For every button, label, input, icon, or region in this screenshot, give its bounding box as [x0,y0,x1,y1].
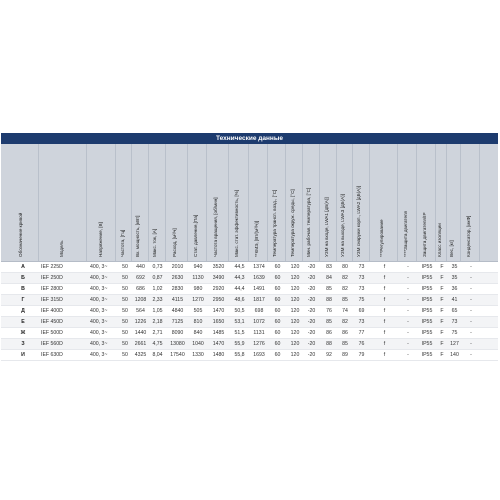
table-cell: 2661 [134,341,147,347]
table-cell: F [440,264,444,270]
table-cell: 79 [358,352,365,358]
table-cell: 1639 [253,275,265,281]
table-cell: 400, 3~ [90,275,108,281]
table-cell: 8090 [171,330,184,336]
column-header-label: ****Защита двигателя [402,210,408,257]
table-cell: 4115 [171,297,184,303]
table-cell: 1817 [253,297,265,303]
table-cell: F [440,330,444,336]
table-cell: Б [21,275,25,281]
column-header-label: УЗМ снаружи корп., LWA2 [дБ(А)] [356,186,361,257]
table-cell: f [383,330,386,336]
table-cell: 1650 [212,319,225,325]
table-cell: 2010 [171,264,184,270]
table-cell: 120 [290,297,300,303]
table-cell: F [440,319,444,325]
table-cell: 50 [122,308,128,314]
table-cell: 88 [326,341,332,347]
column-header [353,144,370,261]
table-cell: -20 [307,297,316,303]
table-cell: 120 [290,286,300,292]
table-cell: 82 [342,275,348,281]
table-cell: 2830 [171,286,184,292]
table-cell: 73 [358,275,365,281]
column-header-label: УЗМ на входе, LWA1 [дБ(А)] [323,197,329,257]
technical-data-table [1,133,498,361]
table-cell: Г [21,297,25,303]
table-cell: 400, 3~ [90,286,108,292]
table-cell: 4840 [171,308,184,314]
table-row [1,284,498,295]
column-header [250,144,268,261]
table-cell: - [407,341,409,347]
table-cell: 1226 [134,319,147,325]
column-header [321,144,337,261]
table-cell: Д [21,308,25,314]
table-cell: - [470,297,472,303]
table-cell: f [383,341,386,347]
table-cell: 60 [274,330,281,336]
table-cell: F [440,308,444,314]
table-cell: 1374 [253,264,265,270]
table-cell: IEF 500D [41,330,63,336]
table-cell: 8,04 [152,352,163,358]
table-cell: 13080 [170,341,185,347]
table-cell: 120 [290,341,300,347]
table-cell: 0,73 [152,264,163,270]
table-row [1,273,498,284]
table-cell: 840 [193,330,203,336]
table-cell: 120 [290,275,300,281]
table-cell: 35 [451,275,458,281]
table-cell: З [21,341,25,347]
table-cell: - [407,264,409,270]
table-cell: 0,87 [152,275,163,281]
column-header [303,144,320,261]
table-cell: 75 [358,297,365,303]
table-cell: 73 [451,319,458,325]
table-cell: - [407,319,409,325]
column-header-label: Температура окруж. среды, [°С] [289,189,295,257]
table-cell: 83 [326,264,332,270]
column-header [269,144,286,261]
table-cell: 505 [193,308,203,314]
column-header [399,144,417,261]
table-cell: 44,3 [234,275,245,281]
table-cell: 120 [290,330,300,336]
table-cell: F [440,352,444,358]
table-cell: IP55 [421,264,433,270]
table-cell: 65 [451,308,458,314]
table-cell: - [470,286,472,292]
table-cell: 1470 [212,308,225,314]
table-cell: 1480 [212,352,225,358]
table-cell: 75 [451,330,458,336]
table-cell: 89 [342,352,348,358]
table-cell: 50 [122,341,128,347]
table-cell: 60 [274,352,281,358]
table-cell: 120 [290,319,300,325]
table-cell: 1270 [192,297,204,303]
table-cell: - [470,352,472,358]
table-cell: IEF 400D [41,308,63,314]
table-cell: IP55 [421,275,433,281]
table-cell: 50 [122,319,128,325]
column-header [90,144,116,261]
table-cell: И [21,352,25,358]
column-header-label: ***Регулирование [379,219,384,257]
table-cell: Е [21,319,25,325]
table-cell: 73 [358,319,365,325]
table-cell: - [470,341,472,347]
table-cell: IEF 450D [41,319,63,325]
column-header-label: **КМЭ, [Вт/(м³/ч)] [253,220,259,257]
table-cell: 400, 3~ [90,319,108,325]
column-header-label: Защита двигателя/IP [421,212,427,257]
table-cell: Ж [20,330,26,336]
table-cell: 60 [274,341,281,347]
table-cell: 810 [193,319,203,325]
column-header-label: Расход, [м³/ч] [172,228,177,257]
table-cell: - [470,275,472,281]
table-cell: 4325 [134,352,147,358]
table-row [1,295,498,306]
table-cell: 1485 [212,330,225,336]
table-cell: - [470,330,472,336]
column-header [118,144,132,261]
table-cell: 77 [358,330,365,336]
table-cell: 50 [122,330,128,336]
column-header [337,144,353,261]
table-cell: f [383,297,386,303]
column-header-label: Частота вращения, [об/мин] [213,197,218,257]
table-cell: IEF 250D [41,275,63,281]
table-cell: 1440 [134,330,147,336]
table-cell: 73 [358,286,365,292]
table-cell: 35 [451,264,458,270]
table-cell: 50 [122,286,128,292]
table-cell: 80 [342,264,348,270]
table-cell: f [383,264,386,270]
table-cell: -20 [307,319,316,325]
column-header [437,144,447,261]
table-cell: 564 [136,308,145,314]
table-cell: 55,9 [234,341,245,347]
table-row [1,317,498,328]
table-cell: 1491 [253,286,265,292]
table-cell: - [407,352,409,358]
table-cell: 127 [450,341,459,347]
table-cell: 88 [326,297,332,303]
table-cell: 7125 [171,319,184,325]
column-header-label: Стат. давление,[Па] [192,214,198,257]
table-cell: 2630 [171,275,184,281]
table-cell: 2,71 [152,330,163,336]
table-cell: 85 [342,341,348,347]
table-cell: IP55 [421,352,433,358]
table-cell: 92 [326,352,332,358]
table-cell: 1693 [253,352,265,358]
table-cell: 440 [136,264,145,270]
table-cell: 82 [342,319,348,325]
table-cell: -20 [307,330,316,336]
table-cell: 50 [122,297,128,303]
table-cell: 120 [290,264,300,270]
column-header [149,144,166,261]
table-cell: 940 [193,264,203,270]
table-cell: -20 [307,286,316,292]
table-cell: -20 [307,341,316,347]
column-header-label: УЗМ на выходе, LWA3 [дБ(А)] [339,194,345,257]
table-cell: 51,5 [234,330,245,336]
table-cell: f [383,308,386,314]
column-header-label: Напряжение, [В] [97,222,103,257]
table-cell: 980 [193,286,203,292]
table-cell: 17540 [170,352,185,358]
table-cell: IEF 560D [41,341,63,347]
table-cell: 86 [326,330,332,336]
table-cell: 400, 3~ [90,341,108,347]
table-cell: IP55 [421,308,433,314]
column-header [448,144,461,261]
table-cell: 60 [274,319,281,325]
table-cell: 400, 3~ [90,308,108,314]
table-cell: 85 [342,297,348,303]
column-header-label: Класс изоляции [436,223,442,257]
column-header-label: Температура трансп. возд., [°С] [272,189,277,257]
table-cell: А [21,264,25,270]
table-cell: F [440,341,444,347]
header-row [1,144,498,262]
table-cell: 74 [342,308,348,314]
table-cell: 50 [122,352,128,358]
table-cell: 400, 3~ [90,264,108,270]
table-cell: 48,6 [234,297,245,303]
table-cell: 2,33 [152,297,163,303]
table-cell: - [470,319,472,325]
table-cell: -20 [307,308,316,314]
table-cell: 85 [326,286,332,292]
table-cell: 82 [342,286,348,292]
table-cell: - [470,264,472,270]
column-header [287,144,303,261]
table-cell: 120 [290,352,300,358]
table-cell: 76 [326,308,332,314]
table-cell: 1470 [212,341,225,347]
column-header [371,144,398,261]
table-cell: - [407,330,409,336]
table-cell: 1330 [192,352,204,358]
table-cell: IP55 [421,319,433,325]
table-cell: 50 [122,275,128,281]
table-cell: 692 [136,275,145,281]
column-header [167,144,188,261]
table-cell: 3490 [212,275,225,281]
table-row [1,350,498,361]
table-cell: 55,8 [234,352,245,358]
table-cell: - [407,275,409,281]
table-cell: 1040 [192,341,204,347]
table-cell: F [440,275,444,281]
table-cell: 44,4 [234,286,245,292]
table-cell: IP55 [421,330,433,336]
column-header [7,144,39,261]
table-cell: 60 [274,297,281,303]
table-cell: 86 [342,330,348,336]
table-cell: f [383,286,386,292]
table-cell: -20 [307,352,316,358]
table-row [1,306,498,317]
table-cell: 1,05 [152,308,163,314]
table-cell: 686 [136,286,145,292]
table-cell: 3520 [212,264,225,270]
table-cell: В [21,286,25,292]
table-cell: 60 [274,264,281,270]
table-cell: 2,18 [152,319,163,325]
table-cell: 698 [254,308,264,314]
table-cell: IEF 225D [41,264,63,270]
table-cell: F [440,297,444,303]
column-header [41,144,87,261]
table-cell: 50 [122,264,128,270]
column-header [418,144,436,261]
table-cell: - [407,308,409,314]
table-cell: F [440,286,444,292]
table-cell: 60 [274,308,281,314]
table-cell: 1072 [253,319,265,325]
table-cell: 400, 3~ [90,297,108,303]
table-cell: -20 [307,264,316,270]
column-header-label: Вх. мощность, [кВт] [135,215,140,257]
table-cell: 76 [358,341,365,347]
column-header [132,144,149,261]
table-cell: IEF 280D [41,286,63,292]
table-cell: f [383,319,386,325]
column-header-label: Конденсатор, [мкФ] [465,215,471,257]
table-cell: 73 [358,264,365,270]
table-cell: 36 [451,286,458,292]
column-header-label: Макс. ток, [А] [152,228,157,257]
table-title: Технические данные [1,133,498,144]
table-cell: f [383,352,386,358]
table-cell: - [407,286,409,292]
table-cell: 1,02 [152,286,163,292]
column-header-label: Обозначение кривой [17,212,23,257]
table-cell: 400, 3~ [90,330,108,336]
table-cell: 1276 [253,341,265,347]
table-cell: 2920 [212,286,225,292]
table-cell: f [383,275,386,281]
table-cell: 1131 [253,330,265,336]
column-header [462,144,480,261]
table-cell: IEF 315D [41,297,63,303]
table-cell: 120 [290,308,300,314]
column-header [189,144,207,261]
table-cell: 44,5 [234,264,245,270]
table-cell: 4,75 [152,341,163,347]
table-cell: 41 [451,297,458,303]
table-cell: 53,1 [234,319,245,325]
column-header-label: Мин. рабочая. температура, [°С] [306,187,311,257]
table-cell: 1208 [134,297,147,303]
table-cell: 84 [326,275,332,281]
table-cell: IP55 [421,297,433,303]
table-cell: 60 [274,286,281,292]
column-header-label: Модель [58,240,64,257]
table-cell: 69 [358,308,365,314]
column-header-label: Макс. стат. эффективность, [%] [234,190,239,257]
table-cell: IP55 [421,286,433,292]
table-cell: 2950 [212,297,225,303]
table-cell: - [407,297,409,303]
table-cell: 60 [274,275,281,281]
table-cell: -20 [307,275,316,281]
table-cell: 1130 [192,275,204,281]
table-row [1,339,498,350]
table-cell: 85 [326,319,332,325]
table-cell: 50,5 [234,308,245,314]
table-row [1,262,498,273]
column-header [230,144,249,261]
table-cell: IEF 630D [41,352,63,358]
table-cell: 400, 3~ [90,352,108,358]
table-cell: - [470,308,472,314]
table-cell: IP55 [421,341,433,347]
table-body [1,262,498,361]
column-header-label: Частота, [Гц] [119,229,125,257]
table-row [1,328,498,339]
column-header-label: Вес, [кг] [449,240,454,257]
column-header [208,144,229,261]
table-cell: 140 [450,352,459,358]
